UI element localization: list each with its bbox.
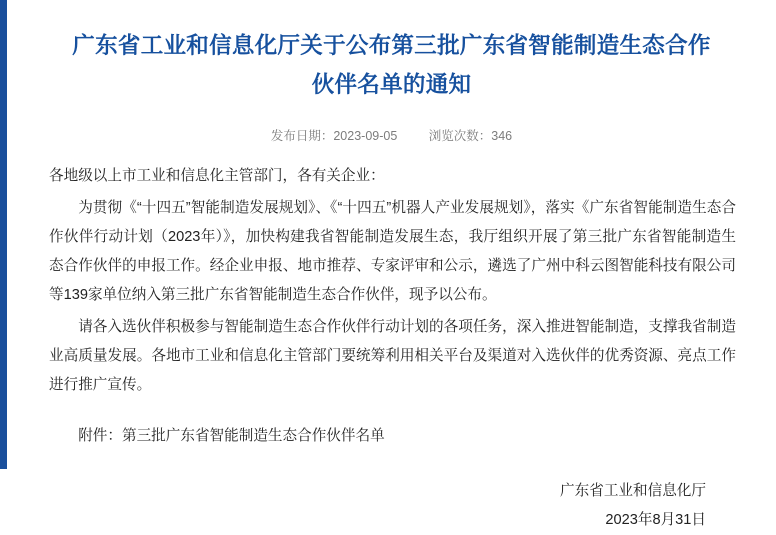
page-title: 广东省工业和信息化厅关于公布第三批广东省智能制造生态合作伙伴名单的通知 — [72, 33, 711, 97]
paragraph-request: 请各入选伙伴积极参与智能制造生态合作伙伴行动计划的各项任务，深入推进智能制造，支撑我省制造业高质量发展。各地市工业和信息化主管部门要统筹利用相关平台及渠道对入选伙伴的优秀资源、亮点工作进行推广宣传。 — [49, 319, 736, 393]
signature-organization: 广东省工业和信息化厅 — [560, 483, 706, 499]
document-content — [7, 0, 776, 535]
document-meta — [31, 126, 752, 144]
paragraph-background: 为贯彻《“十四五”智能制造发展规划》、《“十四五”机器人产业发展规划》，落实《广东省智能制造生态合作伙伴行动计划（2023年）》，加快构建我省智能制造发展生态，我厅组织开展了第三批广东省智能制造生态合作伙伴的申报工作。经企业申报、地市推荐、专家评审和公示，遴选了广州中科云图智能科技有限公司等139家单位纳入第三批广东省智能制造生态合作伙伴，现予以公布。 — [49, 200, 736, 303]
signature-date: 2023年8月31日 — [605, 512, 706, 528]
left-accent-bar — [0, 0, 7, 469]
paragraph-salutation: 各地级以上市工业和信息化主管部门，各有关企业： — [49, 168, 385, 184]
document-body — [31, 162, 752, 451]
publish-date: 发布日期：2023-09-05 — [270, 129, 398, 143]
view-count: 浏览次数：346 — [428, 129, 513, 143]
signature-block — [31, 477, 752, 535]
attachment-line: 附件：第三批广东省智能制造生态合作伙伴名单 — [78, 428, 385, 444]
